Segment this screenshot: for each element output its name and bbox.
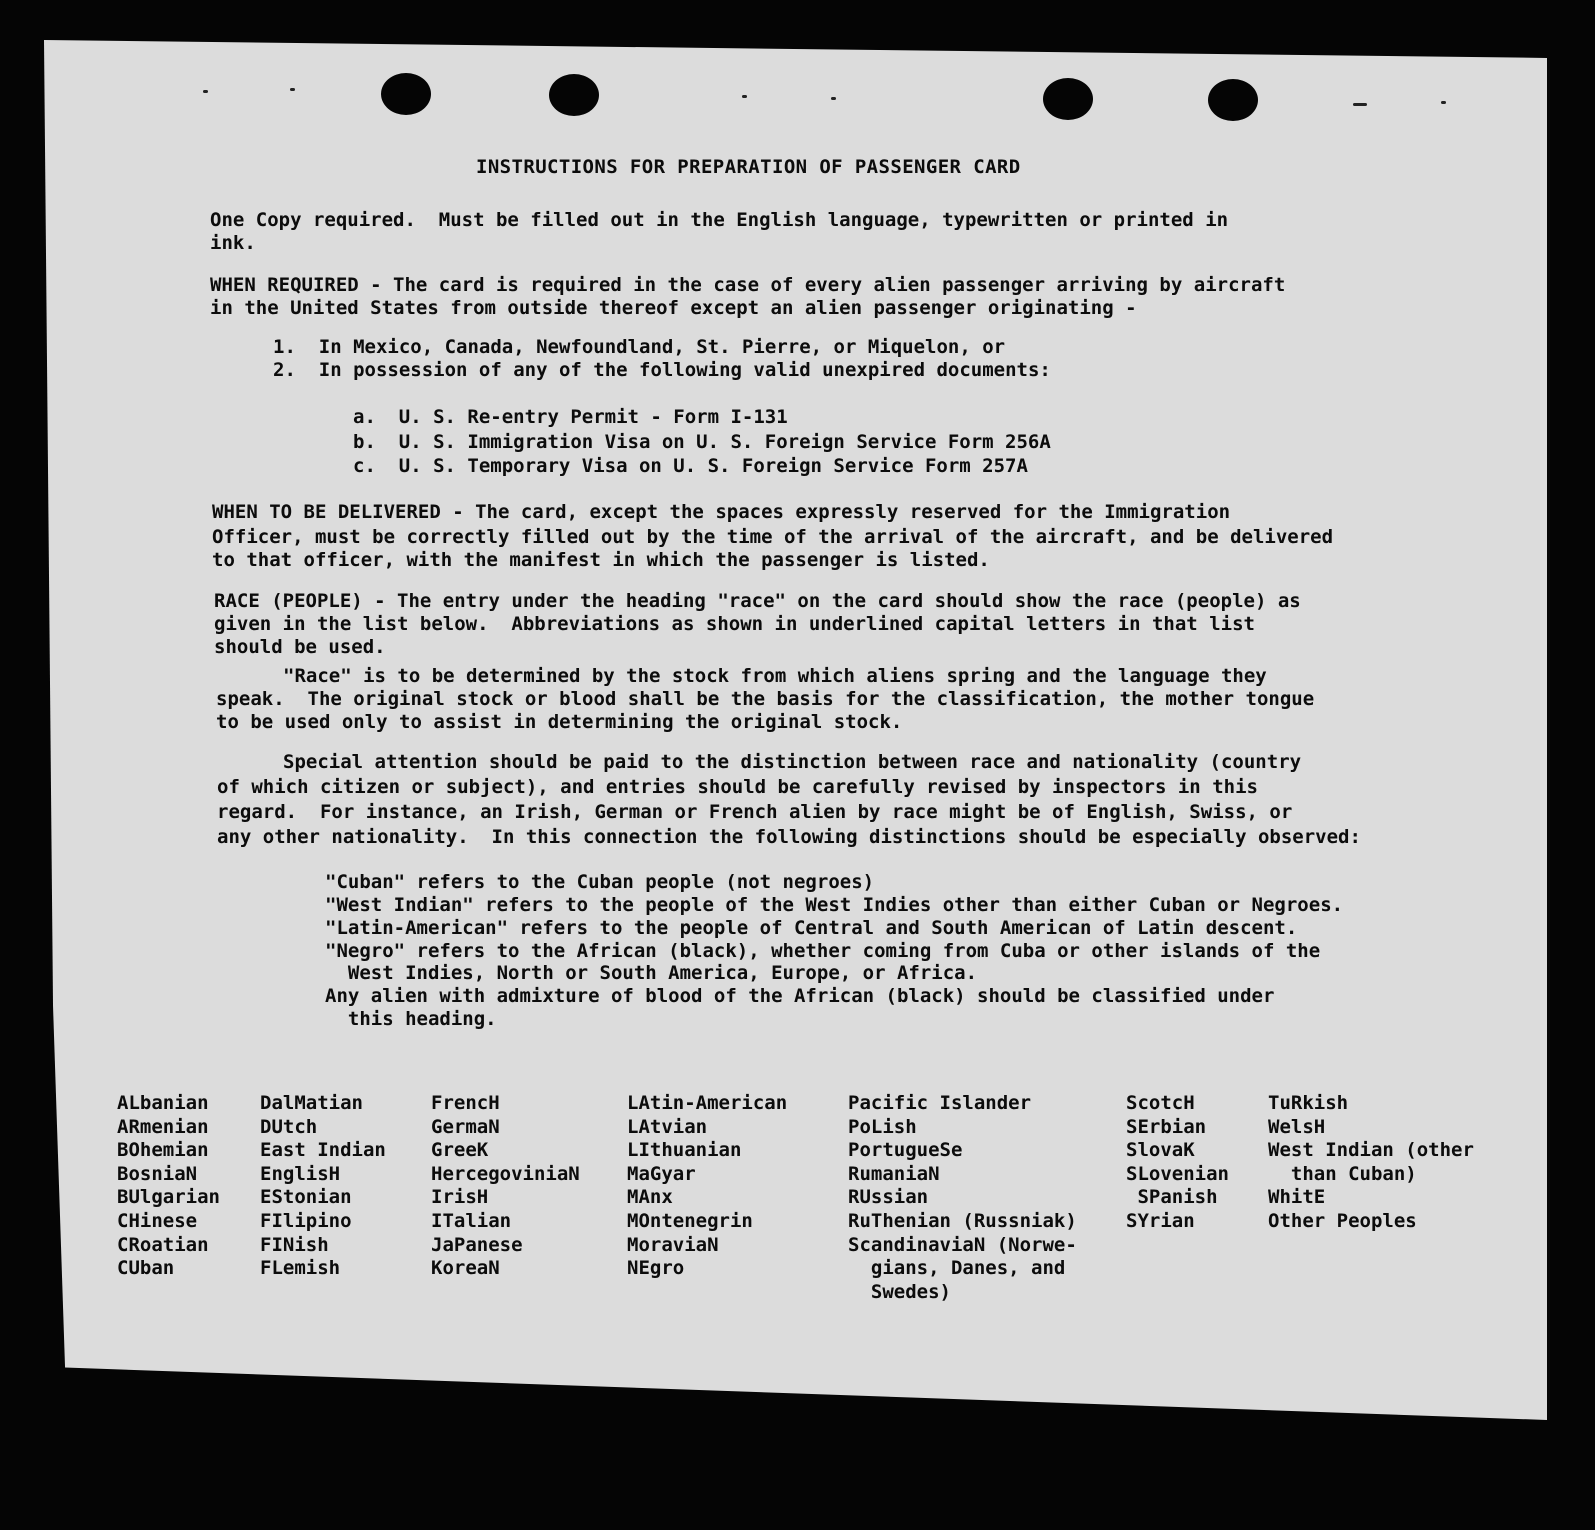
punch-hole xyxy=(381,73,431,115)
race-entry: Swedes) xyxy=(848,1280,951,1303)
race-entry: EnglisH xyxy=(260,1162,341,1185)
race-entry: RuThenian (Russniak) xyxy=(848,1209,1077,1232)
race-entry: WelsH xyxy=(1268,1115,1326,1138)
race-stock-line: "Race" is to be determined by the stock from which aliens spring and the language they xyxy=(283,665,1267,687)
document-item: c. U. S. Temporary Visa on U. S. Foreign Service Form 257A xyxy=(353,455,1028,477)
race-heading-line: should be used. xyxy=(214,636,386,658)
race-column xyxy=(117,1092,220,1281)
when-required-line: in the United States from outside thereof except an alien passenger originating - xyxy=(210,297,1137,319)
race-entry: FrencH xyxy=(431,1092,500,1114)
paper-speck xyxy=(831,97,836,100)
numbered-item: 2. In possession of any of the following valid unexpired documents: xyxy=(273,359,1051,381)
special-attention-line: of which citizen or subject), and entries should be carefully revised by inspectors in this xyxy=(217,776,1258,798)
race-entry: HercegoviniaN xyxy=(431,1162,580,1185)
race-entry: LIthuanian xyxy=(627,1139,742,1162)
race-entry: WhitE xyxy=(1268,1186,1326,1209)
race-entry: Other Peoples xyxy=(1268,1209,1417,1232)
race-heading-line: RACE (PEOPLE) - The entry under the heading "race" on the card should show the race (people) as xyxy=(214,590,1301,612)
race-entry: CRoatian xyxy=(117,1233,209,1256)
distinction-line: this heading. xyxy=(325,1008,497,1030)
document-title: INSTRUCTIONS FOR PREPARATION OF PASSENGER CARD xyxy=(476,156,1021,178)
paper-speck xyxy=(290,88,295,91)
distinction-line: "West Indian" refers to the people of the West Indies other than either Cuban or Negroes. xyxy=(325,894,1344,916)
race-entry: West Indian (other xyxy=(1268,1139,1474,1162)
intro-line: One Copy required. Must be filled out in the English language, typewritten or printed in xyxy=(210,209,1229,231)
race-column xyxy=(1126,1092,1229,1234)
race-entry: EStonian xyxy=(260,1186,352,1209)
race-entry: RumaniaN xyxy=(848,1162,940,1185)
race-entry: gians, Danes, and xyxy=(848,1257,1066,1280)
race-column xyxy=(848,1092,1077,1304)
when-required-line: WHEN REQUIRED - The card is required in the case of every alien passenger arriving by aircraft xyxy=(210,274,1286,296)
when-delivered-line: to that officer, with the manifest in which the passenger is listed. xyxy=(212,549,990,571)
race-entry: CUban xyxy=(117,1257,175,1280)
punch-hole xyxy=(1043,78,1093,120)
race-entry: PoLish xyxy=(848,1115,917,1138)
race-entry: GreeK xyxy=(431,1139,489,1162)
race-entry: ARmenian xyxy=(117,1115,209,1138)
race-entry: Pacific Islander xyxy=(848,1092,1032,1114)
race-entry: FIlipino xyxy=(260,1209,352,1232)
race-stock-line: to be used only to assist in determining the original stock. xyxy=(216,711,903,733)
race-entry: LAtin-American xyxy=(627,1092,788,1114)
race-entry: RUssian xyxy=(848,1186,929,1209)
race-column xyxy=(260,1092,386,1281)
when-delivered-line: Officer, must be correctly filled out by the time of the arrival of the aircraft, and be delivered xyxy=(212,526,1334,548)
intro-line: ink. xyxy=(210,232,256,254)
document-item: b. U. S. Immigration Visa on U. S. Foreign Service Form 256A xyxy=(353,431,1051,453)
distinction-line: West Indies, North or South America, Europe, or Africa. xyxy=(325,962,978,984)
race-entry: ITalian xyxy=(431,1209,512,1232)
special-attention-line: Special attention should be paid to the distinction between race and nationality (country xyxy=(283,751,1302,773)
race-entry: TuRkish xyxy=(1268,1092,1349,1114)
race-entry: DUtch xyxy=(260,1115,318,1138)
distinction-line: "Latin-American" refers to the people of Central and South American of Latin descent. xyxy=(325,917,1298,939)
numbered-item: 1. In Mexico, Canada, Newfoundland, St. Pierre, or Miquelon, or xyxy=(273,336,1006,358)
distinction-line: "Negro" refers to the African (black), whether coming from Cuba or other islands of the xyxy=(325,940,1321,962)
race-entry: SlovaK xyxy=(1126,1139,1195,1162)
race-entry: LAtvian xyxy=(627,1115,708,1138)
punch-hole xyxy=(1208,79,1258,121)
race-entry: NEgro xyxy=(627,1257,685,1280)
race-heading-line: given in the list below. Abbreviations as shown in underlined capital letters in that list xyxy=(214,613,1255,635)
race-entry: SLovenian xyxy=(1126,1162,1229,1185)
race-entry: DalMatian xyxy=(260,1092,363,1114)
race-entry: MaGyar xyxy=(627,1162,696,1185)
race-stock-line: speak. The original stock or blood shall be the basis for the classification, the mother tongue xyxy=(216,688,1315,710)
race-entry: SYrian xyxy=(1126,1209,1195,1232)
race-entry: GermaN xyxy=(431,1115,500,1138)
race-entry: BOhemian xyxy=(117,1139,209,1162)
race-entry: SErbian xyxy=(1126,1115,1207,1138)
race-entry: PortugueSe xyxy=(848,1139,963,1162)
race-column xyxy=(431,1092,580,1281)
race-entry: BosniaN xyxy=(117,1162,198,1185)
race-entry: ALbanian xyxy=(117,1092,209,1114)
distinction-line: Any alien with admixture of blood of the African (black) should be classified under xyxy=(325,985,1275,1007)
race-entry: SPanish xyxy=(1126,1186,1218,1209)
race-entry: CHinese xyxy=(117,1209,198,1232)
document-item: a. U. S. Re-entry Permit - Form I-131 xyxy=(353,406,788,428)
when-delivered-line: WHEN TO BE DELIVERED - The card, except the spaces expressly reserved for the Immigration xyxy=(212,501,1231,523)
paper-speck xyxy=(1441,101,1446,104)
race-entry: ScotcH xyxy=(1126,1092,1195,1114)
race-column xyxy=(627,1092,787,1281)
race-entry: MoraviaN xyxy=(627,1233,719,1256)
paper-speck xyxy=(1353,103,1367,106)
distinction-line: "Cuban" refers to the Cuban people (not negroes) xyxy=(325,871,875,893)
punch-hole xyxy=(549,74,599,116)
race-entry: KoreaN xyxy=(431,1257,500,1280)
special-attention-line: any other nationality. In this connection the following distinctions should be especially observed: xyxy=(217,826,1361,848)
race-column xyxy=(1268,1092,1474,1234)
race-entry: East Indian xyxy=(260,1139,386,1162)
race-entry: FINish xyxy=(260,1233,329,1256)
special-attention-line: regard. For instance, an Irish, German or French alien by race might be of English, Swiss, or xyxy=(217,801,1293,823)
race-entry: than Cuban) xyxy=(1268,1162,1417,1185)
race-entry: ScandinaviaN (Norwe- xyxy=(848,1233,1077,1256)
race-entry: BUlgarian xyxy=(117,1186,220,1209)
race-entry: JaPanese xyxy=(431,1233,523,1256)
race-entry: MAnx xyxy=(627,1186,673,1209)
race-entry: FLemish xyxy=(260,1257,341,1280)
race-entry: MOntenegrin xyxy=(627,1209,753,1232)
race-entry: IrisH xyxy=(431,1186,489,1209)
paper-speck xyxy=(203,90,208,93)
paper-speck xyxy=(742,95,747,98)
